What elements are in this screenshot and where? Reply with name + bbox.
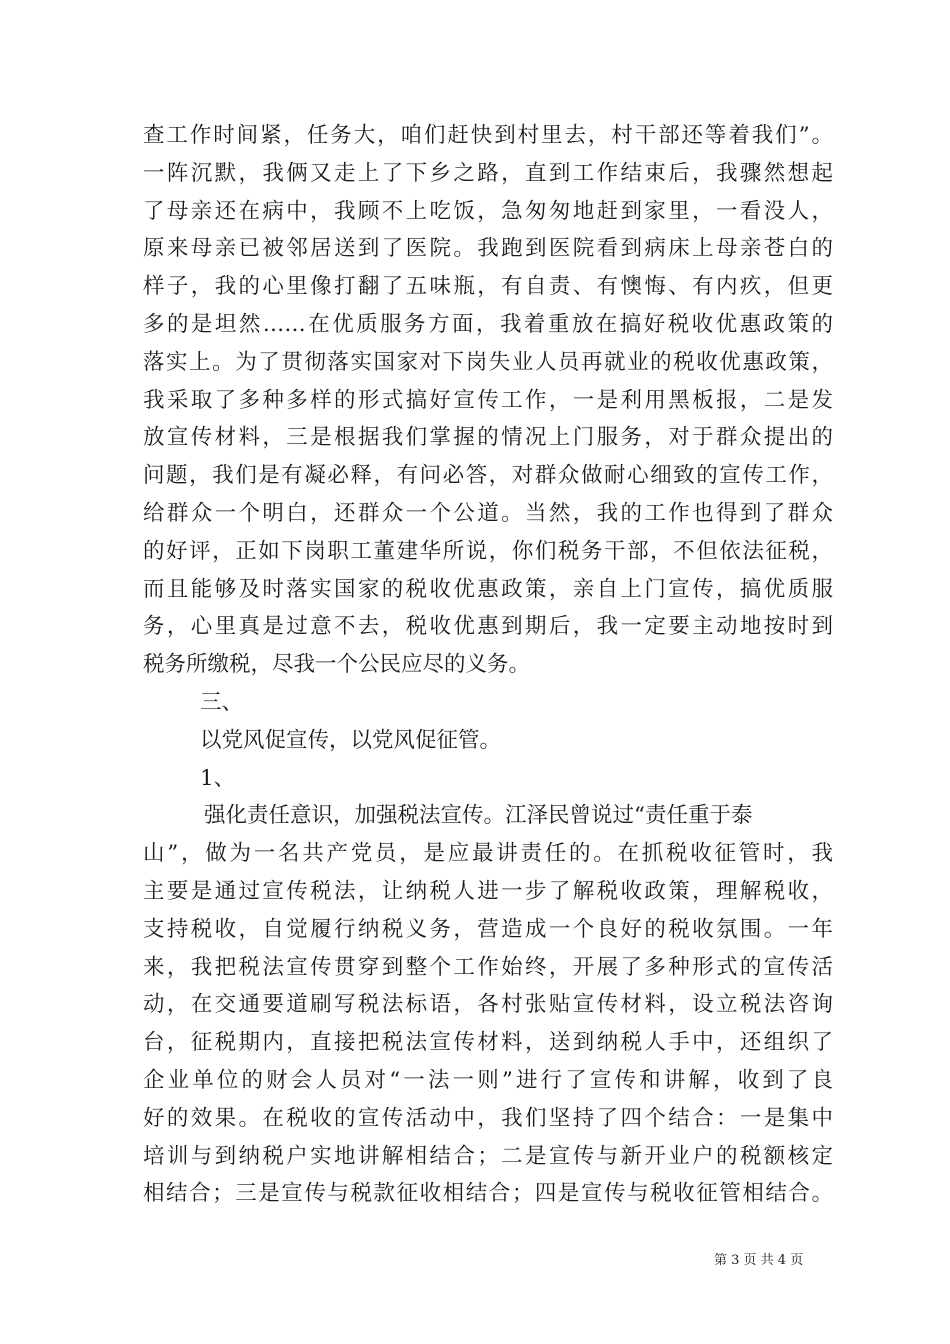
item-line: 来，我把税法宣传贯穿到整个工作始终，开展了多种形式的宣传活 <box>143 954 833 980</box>
document-body <box>143 117 833 1213</box>
paragraph-line: 务，心里真是过意不去，税收优惠到期后，我一定要主动地按时到 <box>143 614 833 640</box>
item-line: 台，征税期内，直接把税法宣传材料，送到纳税人手中，还组织了 <box>143 1030 833 1056</box>
page-number-footer: 第 3 页 共 4 页 <box>714 1253 804 1268</box>
item-line: 主要是通过宣传税法，让纳税人进一步了解税收政策，理解税收， <box>143 878 833 904</box>
item-line: 相结合；三是宣传与税款征收相结合；四是宣传与税收征管相结合。 <box>143 1181 833 1207</box>
paragraph-line: 税务所缴税，尽我一个公民应尽的义务。 <box>143 652 531 678</box>
paragraph-line: 原来母亲已被邻居送到了医院。我跑到医院看到病床上母亲苍白的 <box>143 236 833 262</box>
item-line: 好的效果。在税收的宣传活动中，我们坚持了四个结合：一是集中 <box>143 1105 833 1131</box>
item-line: 山”，做为一名共产党员，是应最讲责任的。在抓税收征管时，我 <box>143 841 833 867</box>
item-line: 强化责任意识，加强税法宣传。江泽民曾说过“责任重于泰 <box>204 803 753 829</box>
paragraph-line: 给群众一个明白，还群众一个公道。当然，我的工作也得到了群众 <box>143 500 833 526</box>
item-line: 动，在交通要道刷写税法标语，各村张贴宣传材料，设立税法咨询 <box>143 992 833 1018</box>
paragraph-line: 问题，我们是有凝必释，有问必答，对群众做耐心细致的宣传工作， <box>143 463 833 489</box>
item-number: 1、 <box>200 765 236 791</box>
section-title: 以党风促宣传，以党风促征管。 <box>200 727 502 753</box>
paragraph-line: 多的是坦然……在优质服务方面，我着重放在搞好税收优惠政策的 <box>143 311 833 337</box>
paragraph-line: 放宣传材料，三是根据我们掌握的情况上门服务，对于群众提出的 <box>143 425 833 451</box>
item-line: 培训与到纳税户实地讲解相结合；二是宣传与新开业户的税额核定 <box>143 1143 833 1169</box>
paragraph-line: 落实上。为了贯彻落实国家对下岗失业人员再就业的税收优惠政策， <box>143 349 833 375</box>
item-line: 支持税收，自觉履行纳税义务，营造成一个良好的税收氛围。一年 <box>143 916 833 942</box>
paragraph-line: 了母亲还在病中，我顾不上吃饭，急匆匆地赶到家里，一看没人， <box>143 198 833 224</box>
paragraph-line: 而且能够及时落实国家的税收优惠政策，亲自上门宣传，搞优质服 <box>143 576 833 602</box>
paragraph-line: 样子，我的心里像打翻了五味瓶，有自责、有懊悔、有内疚，但更 <box>143 274 833 300</box>
paragraph-line: 一阵沉默，我俩又走上了下乡之路，直到工作结束后，我骤然想起 <box>143 160 833 186</box>
paragraph-line: 查工作时间紧，任务大，咱们赶快到村里去，村干部还等着我们”。 <box>143 123 833 148</box>
paragraph-line: 我采取了多种多样的形式搞好宣传工作，一是利用黑板报，二是发 <box>143 387 833 413</box>
item-line: 企业单位的财会人员对“一法一则”进行了宣传和讲解，收到了良 <box>143 1067 833 1093</box>
paragraph-line: 的好评，正如下岗职工董建华所说，你们税务干部，不但依法征税， <box>143 538 833 564</box>
section-number: 三、 <box>200 689 244 715</box>
